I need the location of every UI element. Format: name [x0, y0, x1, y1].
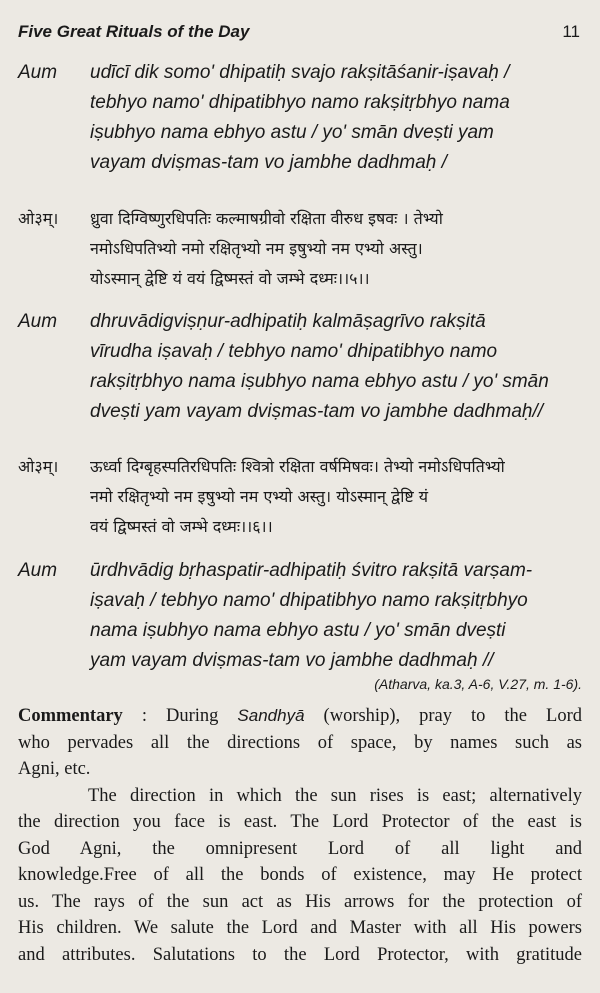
aum-label: Aum — [18, 560, 58, 581]
verse-line: ध्रुवा दिग्विष्णुरधिपतिः कल्माषग्रीवो रक्षिता वीरुध इषवः । तेभ्यो — [90, 209, 443, 228]
verse-line: udīcī dik somo' dhipatiḥ svajo rakṣitāśanir-iṣavaḥ / — [90, 62, 510, 83]
page-header — [18, 22, 580, 48]
verse-line: dveṣti yam vayam dviṣmas-tam vo jambhe dadhmaḥ// — [90, 401, 544, 422]
commentary-text: (worship), pray to the Lord — [304, 706, 582, 726]
commentary-line: the direction you face is east. The Lord Protector of the east is — [18, 812, 582, 832]
verse-line: वयं द्विष्मस्तं वो जम्भे दध्मः।।६।। — [90, 517, 273, 536]
commentary-line: and attributes. Salutations to the Lord Protector, with gratitude — [18, 944, 582, 965]
verse-line: नमो रक्षितृभ्यो नम इषुभ्यो नम एभ्यो अस्तु। योऽस्मान् द्वेष्टि यं — [90, 487, 429, 506]
verse-line: rakṣitṛbhyo nama iṣubhyo nama ebhyo astu / yo' smān — [90, 371, 549, 392]
verse-line: tebhyo namo' dhipatibhyo namo rakṣitṛbhyo nama — [90, 92, 510, 113]
citation: (Atharva, ka.3, A-6, V.27, m. 1-6). — [374, 676, 582, 692]
commentary-line: knowledge.Free of all the bonds of existence, may He protect — [18, 865, 582, 885]
om-label: ओ३म्। — [18, 209, 59, 228]
om-label: ओ३म्। — [18, 457, 59, 476]
commentary-text: : During — [122, 706, 238, 726]
verse-line: iṣavaḥ / tebhyo namo' dhipatibhyo namo rakṣitṛbhyo — [90, 590, 528, 611]
commentary-line: God Agni, the omnipresent Lord of all light and — [18, 838, 582, 859]
commentary — [18, 703, 582, 968]
commentary-line — [18, 703, 582, 730]
verse-line: vīrudha iṣavaḥ / tebhyo namo' dhipatibhyo namo — [90, 341, 498, 362]
commentary-line: us. The rays of the sun act as His arrows for the protection of — [18, 891, 582, 912]
sandhya-term: Sandhyā — [237, 706, 305, 725]
verse-line: vayam dviṣmas-tam vo jambhe dadhmaḥ / — [90, 152, 447, 173]
aum-label: Aum — [18, 62, 58, 83]
verse-line: ऊर्ध्वा दिग्बृहस्पतिरधिपतिः श्वित्रो रक्षिता वर्षमिषवः। तेभ्यो नमोऽधिपतिभ्यो — [90, 457, 505, 476]
running-title: Five Great Rituals of the Day — [18, 22, 250, 41]
commentary-line: His children. We salute the Lord and Master with all His powers — [18, 918, 582, 938]
commentary-line: Agni, etc. — [18, 759, 91, 779]
verse-line: योऽस्मान् द्वेष्टि यं वयं द्विष्मस्तं वो जम्भे दध्मः।।५।। — [90, 269, 370, 288]
verse-line: nama iṣubhyo nama ebhyo astu / yo' smān dveṣti — [90, 620, 506, 641]
verse-line: dhruvādigviṣṇur-adhipatiḥ kalmāṣagrīvo rakṣitā — [90, 311, 486, 332]
commentary-label: Commentary — [18, 706, 123, 726]
verse-line: yam vayam dviṣmas-tam vo jambhe dadhmaḥ // — [90, 650, 494, 671]
commentary-line: The direction in which the sun rises is east; alternatively — [88, 785, 582, 806]
aum-label: Aum — [18, 311, 58, 332]
commentary-line: who pervades all the directions of space, by names such as — [18, 732, 582, 753]
verse-line: ūrdhvādig bṛhaspatir-adhipatiḥ śvitro rakṣitā varṣam- — [90, 560, 533, 581]
page-number: 11 — [562, 22, 580, 41]
verse-line: iṣubhyo nama ebhyo astu / yo' smān dveṣti yam — [90, 122, 494, 143]
verse-line: नमोऽधिपतिभ्यो नमो रक्षितृभ्यो नम इषुभ्यो नम एभ्यो अस्तु। — [90, 239, 423, 258]
